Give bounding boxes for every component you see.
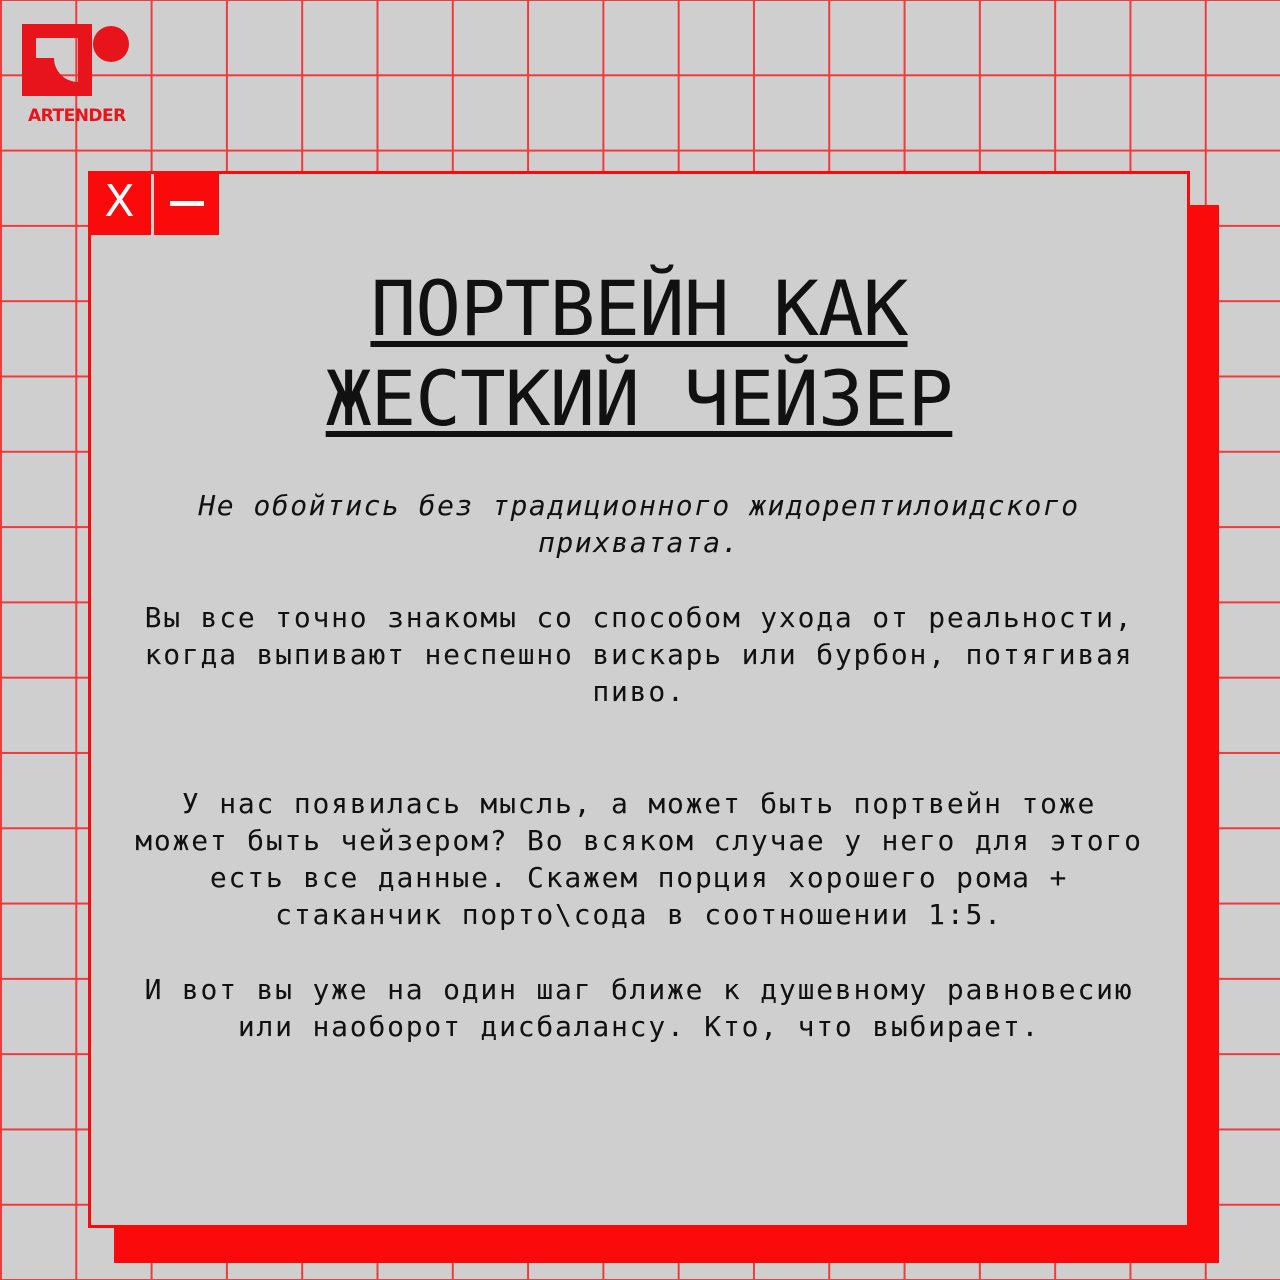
post-title-line-2: ЖЕСТКИЙ ЧЕЙЗЕР — [325, 354, 953, 443]
brand-name: ARTENDER — [28, 106, 126, 126]
paragraph-1: Вы все точно знакомы со способом ухода от реальности, когда выпивают неспешно вискарь или бурбон, потягивая пиво. — [144, 601, 1134, 708]
minimize-button[interactable] — [154, 171, 219, 235]
artender-logo-mark-icon — [22, 24, 132, 96]
post-subtitle: Не обойтись без традиционного жидорептилоидского прихватата. — [198, 489, 1080, 559]
minimize-icon — [170, 201, 204, 206]
paragraph-3: И вот вы уже на один шаг ближе к душевному равновесию или наоборот дисбалансу. Кто, что выбирает. — [144, 973, 1134, 1043]
post-title-line-1: ПОРТВЕЙН КАК — [370, 264, 908, 353]
post-title — [91, 264, 1187, 444]
brand-logo — [22, 24, 132, 134]
paragraph-2: У нас появилась мысль, а может быть портвейн тоже может быть чейзером? Во всяком случае у него для этого есть все данные. Скажем порция хорошего рома + стаканчик порто\сода в соотношении 1:5. — [135, 787, 1143, 931]
close-button[interactable] — [88, 171, 151, 235]
close-icon: X — [104, 176, 135, 227]
post-window — [88, 171, 1190, 1228]
